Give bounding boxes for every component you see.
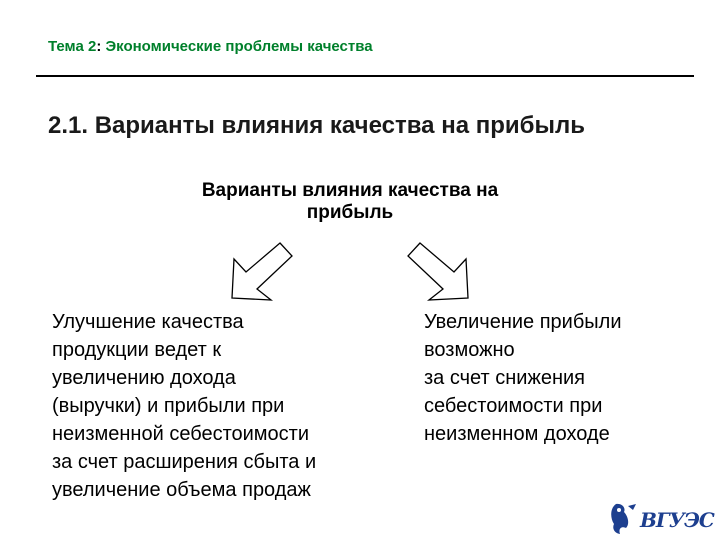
logo-text: ВГУЭС	[640, 508, 714, 532]
arrow-left-icon	[232, 243, 292, 300]
diagram-heading-line-1: Варианты влияния качества на	[201, 180, 499, 201]
left-line: продукции ведет к	[52, 339, 222, 361]
left-line: Улучшение качества	[52, 311, 244, 333]
right-line: Увеличение прибыли	[424, 311, 622, 333]
slide-title: 2.1. Варианты влияния качества на прибыль	[48, 112, 585, 139]
right-line: себестоимости при	[424, 395, 603, 417]
topic-colon: :	[96, 38, 102, 55]
left-line: (выручки) и прибыли при	[52, 395, 285, 417]
right-line: неизменном доходе	[424, 423, 610, 445]
left-line: увеличение объема продаж	[52, 479, 311, 501]
university-logo	[606, 500, 714, 536]
left-option-text	[52, 308, 392, 504]
right-line: за счет снижения	[424, 367, 585, 389]
topic-title: Экономические проблемы качества	[101, 38, 373, 55]
right-option-text	[424, 308, 704, 448]
topic-label: Тема 2	[48, 38, 97, 55]
diagram-heading-line-2: прибыль	[306, 202, 394, 223]
right-line: возможно	[424, 339, 515, 361]
logo-emblem-icon	[606, 500, 640, 536]
arrow-right-icon	[408, 243, 468, 300]
left-line: за счет расширения сбыта и	[52, 451, 317, 473]
left-line: неизменной себестоимости	[52, 423, 310, 445]
left-line: увеличению дохода	[52, 367, 236, 389]
